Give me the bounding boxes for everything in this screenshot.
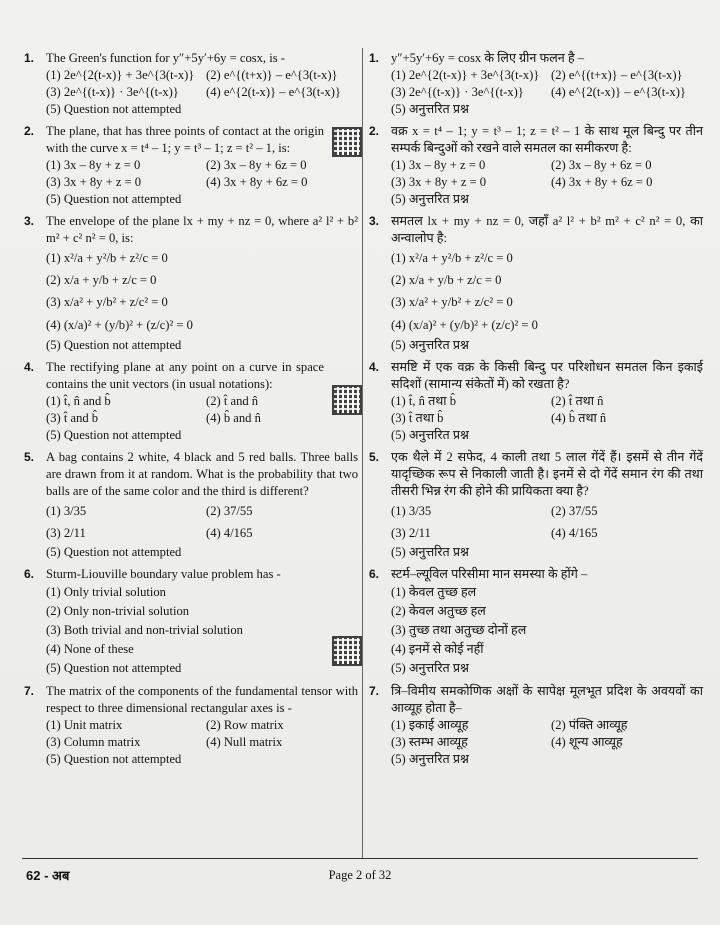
option-1[interactable]: (1) 2e^{2(t-x)} + 3e^{3(t-x)} xyxy=(391,68,540,82)
option-4[interactable]: (4) 4/165 xyxy=(551,526,598,540)
option-3[interactable]: (3) Column matrix xyxy=(46,735,141,749)
question-1-hi xyxy=(367,50,703,118)
option-3[interactable]: (3) 2e^{(t-x)} · 3e^{(t-x)} xyxy=(46,85,179,99)
english-column xyxy=(22,50,358,773)
page-number: Page 2 of 32 xyxy=(328,868,392,882)
option-3[interactable]: (3) तुच्छ तथा अतुच्छ दोनों हल xyxy=(391,623,527,637)
option-3[interactable]: (3) x/a² + y/b² + z/c² = 0 xyxy=(391,295,513,309)
option-4[interactable]: (4) e^{2(t-x)} – e^{3(t-x)} xyxy=(206,85,341,99)
column-divider xyxy=(362,48,363,858)
question-stem: The matrix of the components of the fundamental tensor with respect to three dimensional rectangular axes is - xyxy=(46,684,358,715)
option-1[interactable]: (1) 2e^{2(t-x)} + 3e^{3(t-x)} xyxy=(46,68,195,82)
option-2[interactable]: (2) 37/55 xyxy=(206,504,253,518)
option-3[interactable]: (3) t̂ and b̂ xyxy=(46,411,99,425)
option-5[interactable]: (5) Question not attempted xyxy=(46,752,182,766)
option-2[interactable]: (2) 3x – 8y + 6z = 0 xyxy=(206,158,307,172)
option-2[interactable]: (2) पंक्ति आव्यूह xyxy=(551,718,628,732)
qr-code xyxy=(332,385,362,415)
paper-code: 62 - ‌अब xyxy=(26,868,70,883)
question-number: 3. xyxy=(369,214,380,228)
option-3[interactable]: (3) Both trivial and non-trivial solution xyxy=(46,623,243,637)
option-1[interactable]: (1) Only trivial solution xyxy=(46,585,166,599)
option-5[interactable]: (5) Question not attempted xyxy=(46,545,182,559)
option-5[interactable]: (5) अनुत्तरित प्रश्न xyxy=(391,192,469,206)
question-stem: y″+5y′+6y = cosx के लिए ग्रीन फलन है – xyxy=(391,51,585,65)
option-1[interactable]: (1) 3/35 xyxy=(391,504,432,518)
question-number: 7. xyxy=(24,684,35,698)
option-2[interactable]: (2) x/a + y/b + z/c = 0 xyxy=(391,273,502,287)
option-5[interactable]: (5) Question not attempted xyxy=(46,428,182,442)
option-1[interactable]: (1) केवल तुच्छ हल xyxy=(391,585,477,599)
option-3[interactable]: (3) 2/11 xyxy=(46,526,86,540)
option-5[interactable]: (5) अनुत्तरित प्रश्न xyxy=(391,338,469,352)
question-4-en xyxy=(22,359,358,444)
option-2[interactable]: (2) e^{(t+x)} – e^{3(t-x)} xyxy=(206,68,338,82)
question-stem: The Green's function for y″+5y′+6y = cosx, is - xyxy=(46,51,285,65)
question-1-en xyxy=(22,50,358,118)
question-7-hi xyxy=(367,683,703,768)
option-2[interactable]: (2) t̂ and n̂ xyxy=(206,394,259,408)
option-1[interactable]: (1) 3x – 8y + z = 0 xyxy=(391,158,486,172)
question-3-hi xyxy=(367,213,703,354)
question-5-hi xyxy=(367,449,703,561)
question-number: 5. xyxy=(24,450,35,464)
question-stem: स्टर्म–ल्यूविल परिसीमा मान समस्या के होंगे – xyxy=(391,567,588,581)
option-1[interactable]: (1) इकाई आव्यूह xyxy=(391,718,469,732)
option-3[interactable]: (3) t̂ तथा b̂ xyxy=(391,411,444,425)
option-2[interactable]: (2) Only non-trivial solution xyxy=(46,604,190,618)
option-1[interactable]: (1) t̂, n̂ and b̂ xyxy=(46,394,111,408)
question-stem: A bag contains 2 white, 4 black and 5 red balls. Three balls are drawn from it at random. What is the probability that two balls are of the same color and the third is different? xyxy=(46,450,358,498)
question-number: 5. xyxy=(369,450,380,464)
question-number: 2. xyxy=(369,124,380,138)
question-7-en xyxy=(22,683,358,768)
option-4[interactable]: (4) b̂ and n̂ xyxy=(206,411,261,425)
option-2[interactable]: (2) e^{(t+x)} – e^{3(t-x)} xyxy=(551,68,683,82)
question-number: 4. xyxy=(369,360,380,374)
option-3[interactable]: (3) 3x + 8y + z = 0 xyxy=(46,175,142,189)
option-4[interactable]: (4) b̂ तथा n̂ xyxy=(551,411,607,425)
question-stem: वक्र x = t⁴ – 1; y = t³ – 1; z = t² – 1 के साथ मूल बिन्दु पर तीन सम्पर्क बिन्दुओं को रखने वाले समतल का समीकरण है: xyxy=(391,124,703,155)
option-3[interactable]: (3) x/a² + y/b² + z/c² = 0 xyxy=(46,295,168,309)
question-stem: The envelope of the plane lx + my + nz = 0, where a² l² + b² m² + c² n² = 0, is: xyxy=(46,214,358,245)
option-4[interactable]: (4) शून्य आव्यूह xyxy=(551,735,623,749)
question-stem: एक थैले में 2 सफेद, 4 काली तथा 5 लाल गेंदें हैं। इसमें से तीन गेंदें यादृच्छिक रूप से निकाली जाती है। इनमें से दो गेंदें समान रंग की तथा तीसरी भिन्न रंग की होने की प्रायिकता क्या है? xyxy=(391,450,703,498)
option-2[interactable]: (2) केवल अतुच्छ हल xyxy=(391,604,486,618)
option-5[interactable]: (5) अनुत्तरित प्रश्न xyxy=(391,102,469,116)
option-4[interactable]: (4) e^{2(t-x)} – e^{3(t-x)} xyxy=(551,85,686,99)
question-3-en xyxy=(22,213,358,354)
option-4[interactable]: (4) 4/165 xyxy=(206,526,253,540)
question-4-hi xyxy=(367,359,703,444)
option-2[interactable]: (2) 37/55 xyxy=(551,504,598,518)
option-4[interactable]: (4) 3x + 8y + 6z = 0 xyxy=(551,175,653,189)
option-2[interactable]: (2) 3x – 8y + 6z = 0 xyxy=(551,158,652,172)
question-number: 6. xyxy=(369,567,380,581)
qr-code xyxy=(332,636,362,666)
question-number: 3. xyxy=(24,214,35,228)
option-4[interactable]: (4) (x/a)² + (y/b)² + (z/c)² = 0 xyxy=(46,318,193,332)
question-number: 2. xyxy=(24,124,35,138)
question-number: 1. xyxy=(369,51,380,65)
footer-rule xyxy=(22,858,698,859)
option-5[interactable]: (5) अनुत्तरित प्रश्न xyxy=(391,752,469,766)
question-number: 6. xyxy=(24,567,35,581)
option-2[interactable]: (2) t̂ तथा n̂ xyxy=(551,394,604,408)
option-1[interactable]: (1) x²/a + y²/b + z²/c = 0 xyxy=(391,251,513,265)
option-5[interactable]: (5) Question not attempted xyxy=(46,192,182,206)
question-2-hi xyxy=(367,123,703,208)
option-2[interactable]: (2) x/a + y/b + z/c = 0 xyxy=(46,273,157,287)
option-4[interactable]: (4) (x/a)² + (y/b)² + (z/c)² = 0 xyxy=(391,318,538,332)
option-4[interactable]: (4) None of these xyxy=(46,642,134,656)
option-1[interactable]: (1) x²/a + y²/b + z²/c = 0 xyxy=(46,251,168,265)
option-3[interactable]: (3) 2/11 xyxy=(391,526,431,540)
option-4[interactable]: (4) इनमें से कोई नहीं xyxy=(391,642,484,656)
question-number: 4. xyxy=(24,360,35,374)
question-6-en xyxy=(22,566,358,678)
option-5[interactable]: (5) अनुत्तरित प्रश्न xyxy=(391,428,469,442)
option-4[interactable]: (4) Null matrix xyxy=(206,735,283,749)
question-stem: The plane, that has three points of contact at the origin with the curve x = t⁴ – 1; y = t³ – 1; z = t² – 1, is: xyxy=(46,124,324,155)
option-5[interactable]: (5) अनुत्तरित प्रश्न xyxy=(391,545,469,559)
option-3[interactable]: (3) 3x + 8y + z = 0 xyxy=(391,175,487,189)
hindi-column xyxy=(367,50,703,773)
question-6-hi xyxy=(367,566,703,678)
qr-code xyxy=(332,127,362,157)
option-1[interactable]: (1) 3/35 xyxy=(46,504,87,518)
question-stem: समतल lx + my + nz = 0, जहाँ a² l² + b² m² + c² n² = 0, का अन्वालोप है: xyxy=(391,214,703,245)
question-stem: The rectifying plane at any point on a curve in space contains the unit vectors (in usual notations): xyxy=(46,360,324,391)
question-number: 7. xyxy=(369,684,380,698)
option-2[interactable]: (2) Row matrix xyxy=(206,718,284,732)
option-1[interactable]: (1) t̂, n̂ तथा b̂ xyxy=(391,394,457,408)
question-number: 1. xyxy=(24,51,35,65)
option-4[interactable]: (4) 3x + 8y + 6z = 0 xyxy=(206,175,308,189)
option-1[interactable]: (1) 3x – 8y + z = 0 xyxy=(46,158,141,172)
option-5[interactable]: (5) अनुत्तरित प्रश्न xyxy=(391,661,469,675)
option-1[interactable]: (1) Unit matrix xyxy=(46,718,123,732)
option-5[interactable]: (5) Question not attempted xyxy=(46,338,182,352)
option-3[interactable]: (3) स्तम्भ आव्यूह xyxy=(391,735,468,749)
question-2-en xyxy=(22,123,358,208)
option-5[interactable]: (5) Question not attempted xyxy=(46,661,182,675)
option-3[interactable]: (3) 2e^{(t-x)} · 3e^{(t-x)} xyxy=(391,85,524,99)
question-stem: त्रि–विमीय समकोणिक अक्षों के सापेक्ष मूलभूत प्रदिश के अवयवों का आव्यूह होता है– xyxy=(391,684,703,715)
question-5-en xyxy=(22,449,358,561)
question-stem: Sturm-Liouville boundary value problem has - xyxy=(46,567,281,581)
option-5[interactable]: (5) Question not attempted xyxy=(46,102,182,116)
question-stem: समष्टि में एक वक्र के किसी बिन्दु पर परिशोधन समतल किन इकाई सदिशों (सामान्य संकेतों में) को रखता है? xyxy=(391,360,703,391)
